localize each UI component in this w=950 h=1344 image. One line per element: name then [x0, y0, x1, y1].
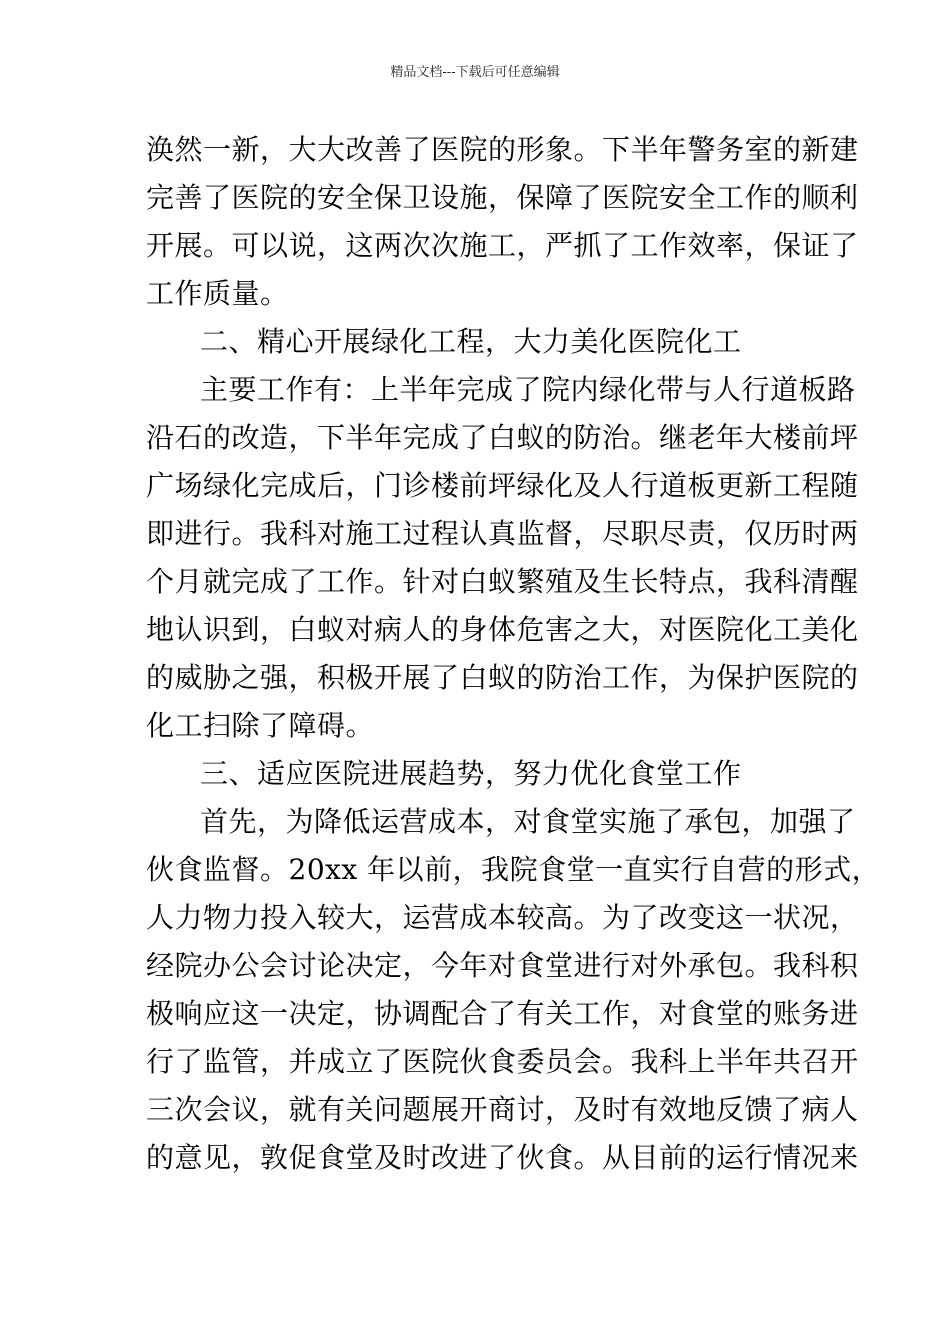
text-line: 开展。可以说，这两次次施工，严抓了工作效率，保证了 [146, 229, 859, 262]
text-line: 完善了医院的安全保卫设施，保障了医院安全工作的顺利 [146, 181, 859, 214]
page-header: 精品文档---下载后可任意编辑 [390, 65, 560, 80]
text-line: 三次会议，就有关问题展开商讨，及时有效地反馈了病人 [146, 1093, 859, 1126]
text-line: 人力物力投入较大，运营成本较高。为了改变这一状况， [146, 901, 859, 934]
text-line: 沿石的改造，下半年完成了白蚁的防治。继老年大楼前坪 [146, 421, 859, 454]
section-heading: 二、精心开展绿化工程，大力美化医院化工 [200, 325, 742, 358]
document-body [146, 126, 881, 1182]
text-line: 伙食监督。20xx 年以前，我院食堂一直实行自营的形式， [146, 853, 881, 886]
text-line: 涣然一新，大大改善了医院的形象。下半年警务室的新建 [146, 133, 859, 166]
paragraph-first-line: 首先，为降低运营成本，对食堂实施了承包，加强了 [200, 805, 856, 838]
text-line: 广场绿化完成后，门诊楼前坪绿化及人行道板更新工程随 [146, 469, 859, 502]
text-line: 地认识到，白蚁对病人的身体危害之大，对医院化工美化 [146, 613, 859, 646]
text-line: 工作质量。 [146, 277, 289, 310]
section-heading: 三、适应医院进展趋势，努力优化食堂工作 [200, 757, 742, 790]
text-line: 的威胁之强，积极开展了白蚁的防治工作，为保护医院的 [146, 661, 859, 694]
text-line: 个月就完成了工作。针对白蚁繁殖及生长特点，我科清醒 [146, 565, 859, 598]
text-line: 经院办公会讨论决定，今年对食堂进行对外承包。我科积 [146, 949, 859, 982]
text-line: 极响应这一决定，协调配合了有关工作，对食堂的账务进 [146, 997, 859, 1030]
text-line: 行了监管，并成立了医院伙食委员会。我科上半年共召开 [146, 1045, 859, 1078]
text-line: 即进行。我科对施工过程认真监督，尽职尽责，仅历时两 [146, 517, 859, 550]
text-line: 化工扫除了障碍。 [146, 709, 375, 742]
text-line: 的意见，敦促食堂及时改进了伙食。从目前的运行情况来 [146, 1141, 859, 1174]
paragraph-first-line: 主要工作有：上半年完成了院内绿化带与人行道板路 [200, 373, 856, 406]
